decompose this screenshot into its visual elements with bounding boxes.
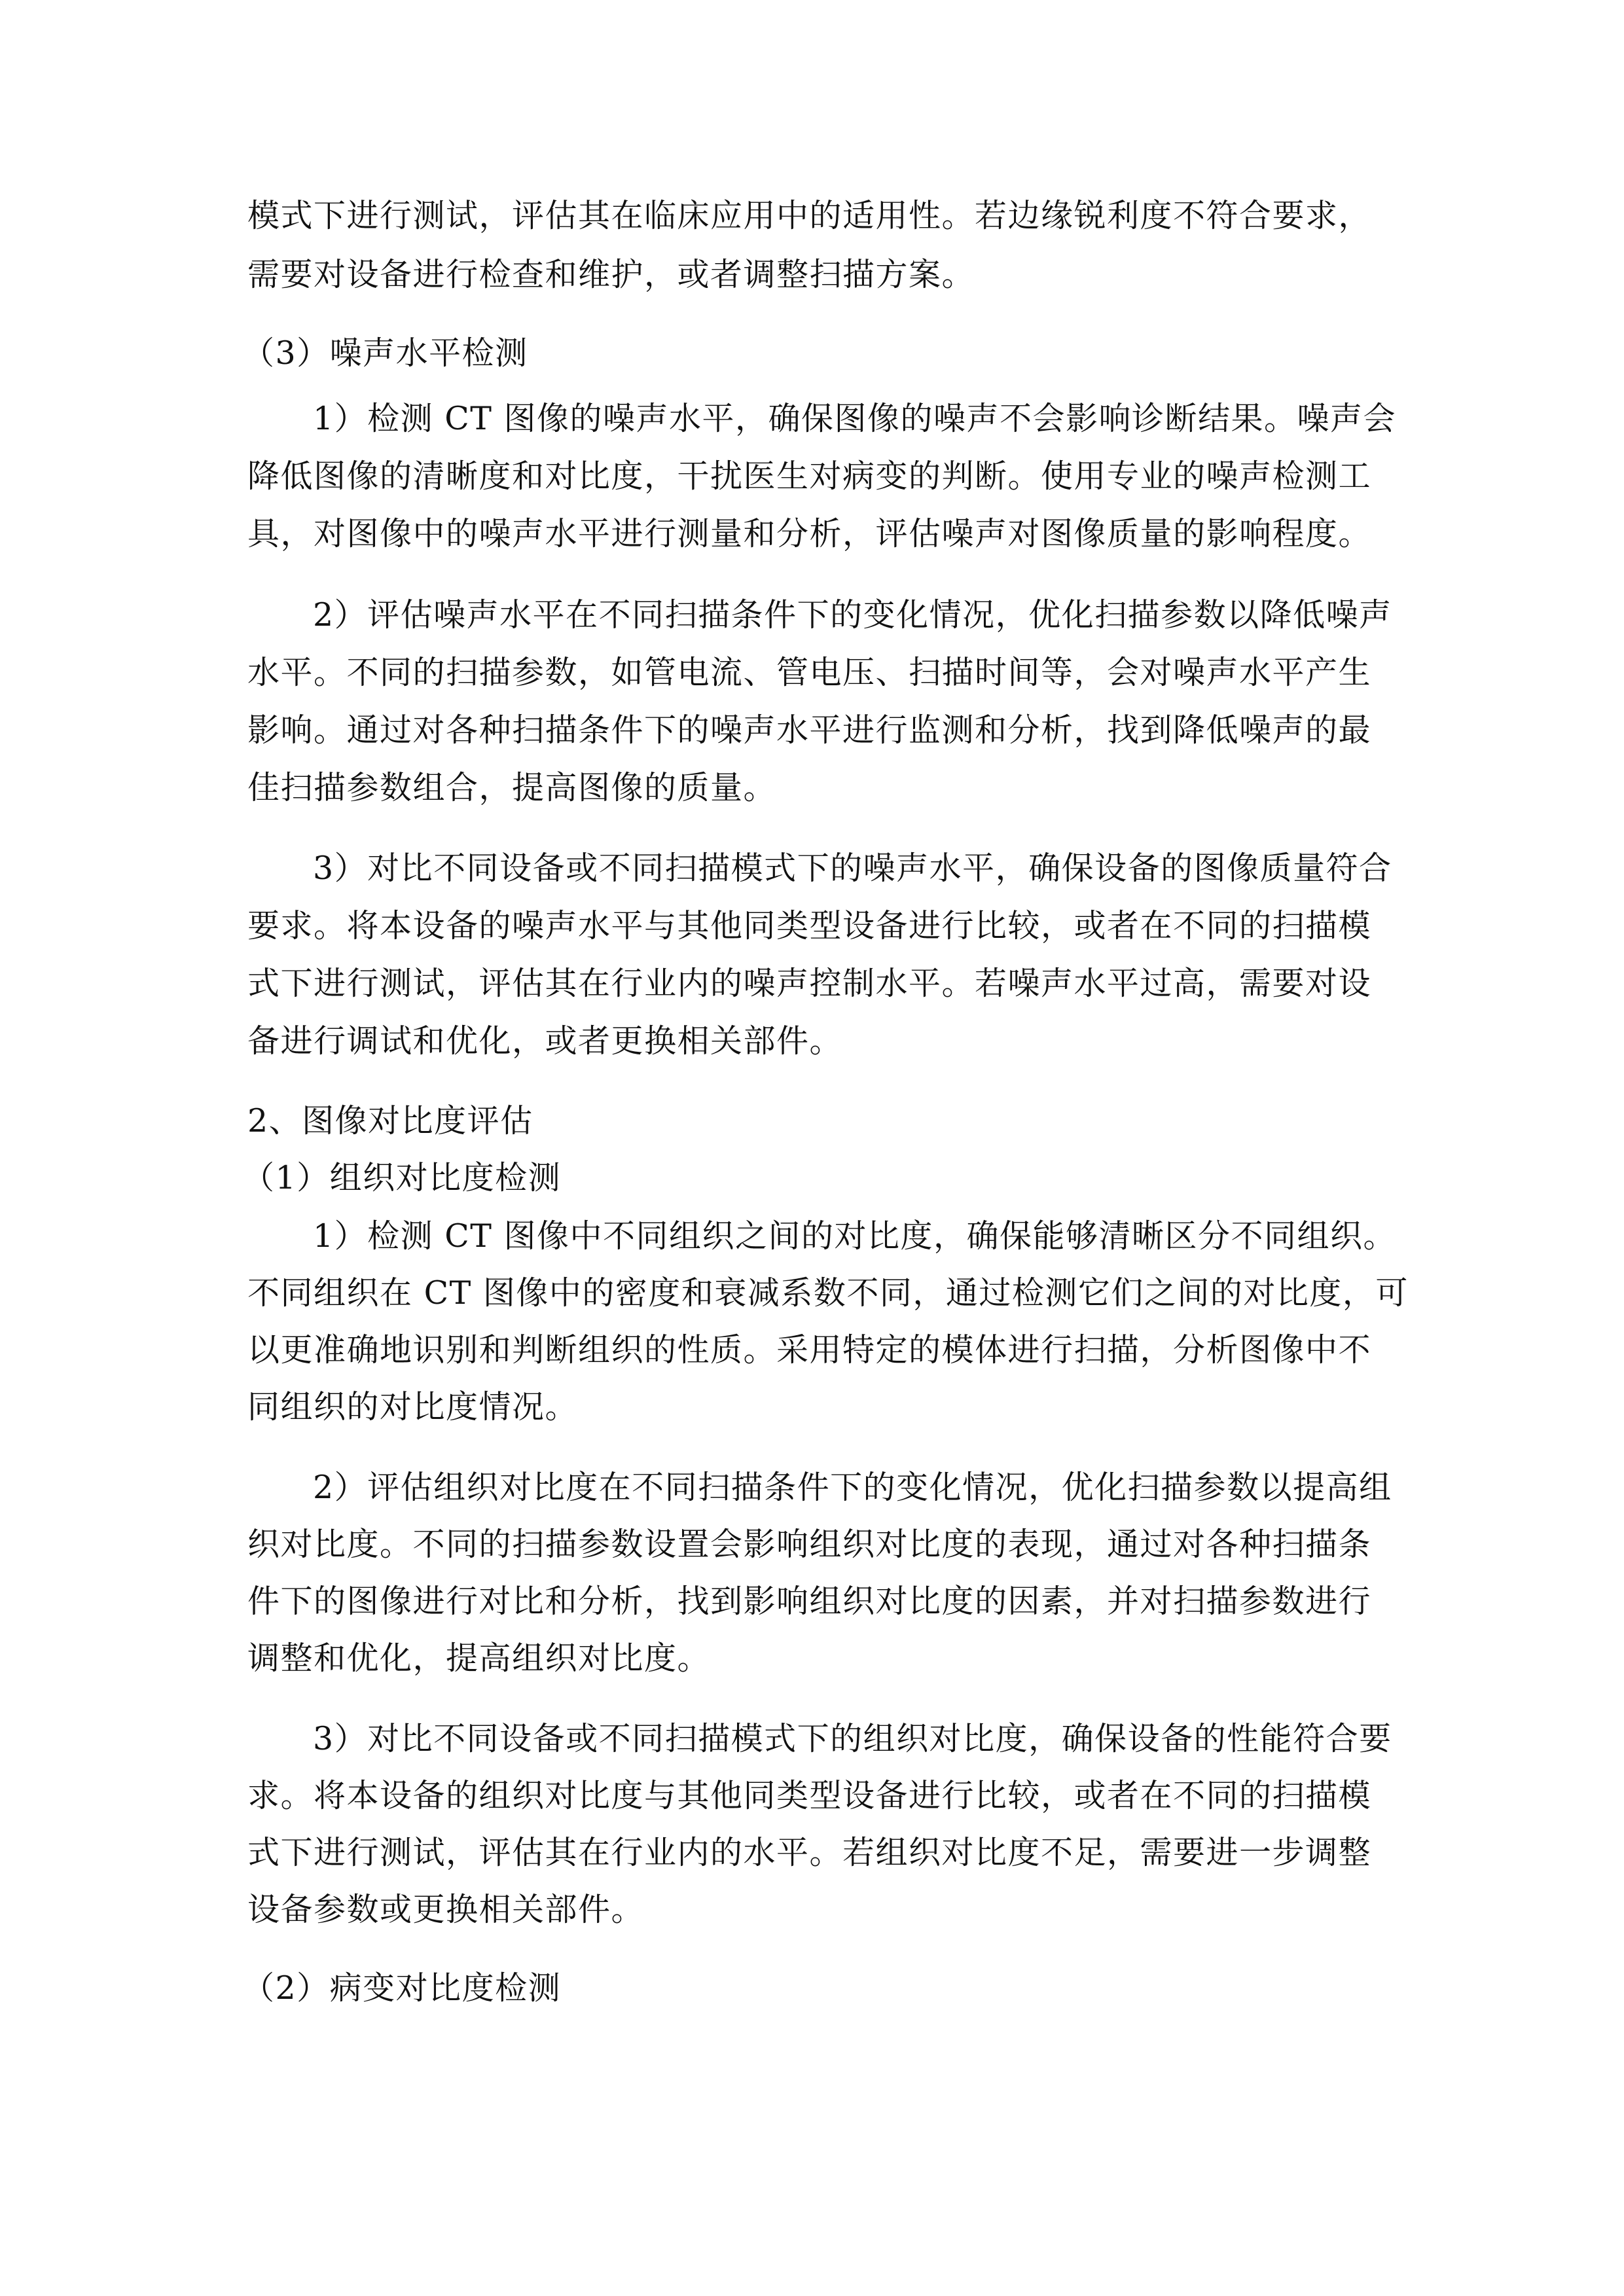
section-heading-contrast: 2、图像对比度评估 [247,1102,533,1139]
paragraph-line: 备进行调试和优化，或者更换相关部件。 [247,1022,843,1060]
paragraph-line: 2）评估组织对比度在不同扫描条件下的变化情况，优化扫描参数以提高组 [313,1469,1392,1506]
paragraph-continuation-line: 需要对设备进行检查和维护，或者调整扫描方案。 [247,256,975,293]
paragraph-line: 件下的图像进行对比和分析，找到影响组织对比度的因素，并对扫描参数进行 [247,1583,1372,1620]
paragraph-line: 2）评估噪声水平在不同扫描条件下的变化情况，优化扫描参数以降低噪声 [313,596,1392,634]
paragraph-line: 织对比度。不同的扫描参数设置会影响组织对比度的表现，通过对各种扫描条 [247,1526,1372,1563]
paragraph-line: 不同组织在 CT 图像中的密度和衰减系数不同，通过检测它们之间的对比度，可 [247,1274,1409,1312]
paragraph-line: 式下进行测试，评估其在行业内的水平。若组织对比度不足，需要进一步调整 [247,1834,1372,1871]
paragraph-line: 同组织的对比度情况。 [247,1388,579,1426]
paragraph-line: 1）检测 CT 图像中不同组织之间的对比度，确保能够清晰区分不同组织。 [313,1217,1397,1255]
paragraph-line: 设备参数或更换相关部件。 [247,1891,645,1928]
paragraph-line: 3）对比不同设备或不同扫描模式下的组织对比度，确保设备的性能符合要 [313,1720,1392,1757]
paragraph-line: 3）对比不同设备或不同扫描模式下的噪声水平，确保设备的图像质量符合 [313,850,1392,887]
subsection-heading-lesion-contrast: （2）病变对比度检测 [242,1969,562,2007]
subsection-heading-noise: （3）噪声水平检测 [242,334,528,372]
paragraph-line: 要求。将本设备的噪声水平与其他同类型设备进行比较，或者在不同的扫描模 [247,907,1372,944]
subsection-heading-tissue-contrast: （1）组织对比度检测 [242,1159,562,1196]
paragraph-line: 影响。通过对各种扫描条件下的噪声水平进行监测和分析，找到降低噪声的最 [247,711,1372,749]
paragraph-line: 以更准确地识别和判断组织的性质。采用特定的模体进行扫描，分析图像中不 [247,1331,1372,1369]
paragraph-continuation-line: 模式下进行测试，评估其在临床应用中的适用性。若边缘锐利度不符合要求， [247,197,1372,234]
paragraph-line: 1）检测 CT 图像的噪声水平，确保图像的噪声不会影响诊断结果。噪声会 [313,400,1397,437]
paragraph-line: 式下进行测试，评估其在行业内的噪声控制水平。若噪声水平过高，需要对设 [247,965,1372,1002]
paragraph-line: 佳扫描参数组合，提高图像的质量。 [247,769,777,806]
paragraph-line: 调整和优化，提高组织对比度。 [247,1640,711,1677]
paragraph-line: 具，对图像中的噪声水平进行测量和分析，评估噪声对图像质量的影响程度。 [247,515,1372,552]
paragraph-line: 水平。不同的扫描参数，如管电流、管电压、扫描时间等，会对噪声水平产生 [247,654,1372,691]
paragraph-line: 求。将本设备的组织对比度与其他同类型设备进行比较，或者在不同的扫描模 [247,1777,1372,1814]
paragraph-line: 降低图像的清晰度和对比度，干扰医生对病变的判断。使用专业的噪声检测工 [247,457,1372,495]
